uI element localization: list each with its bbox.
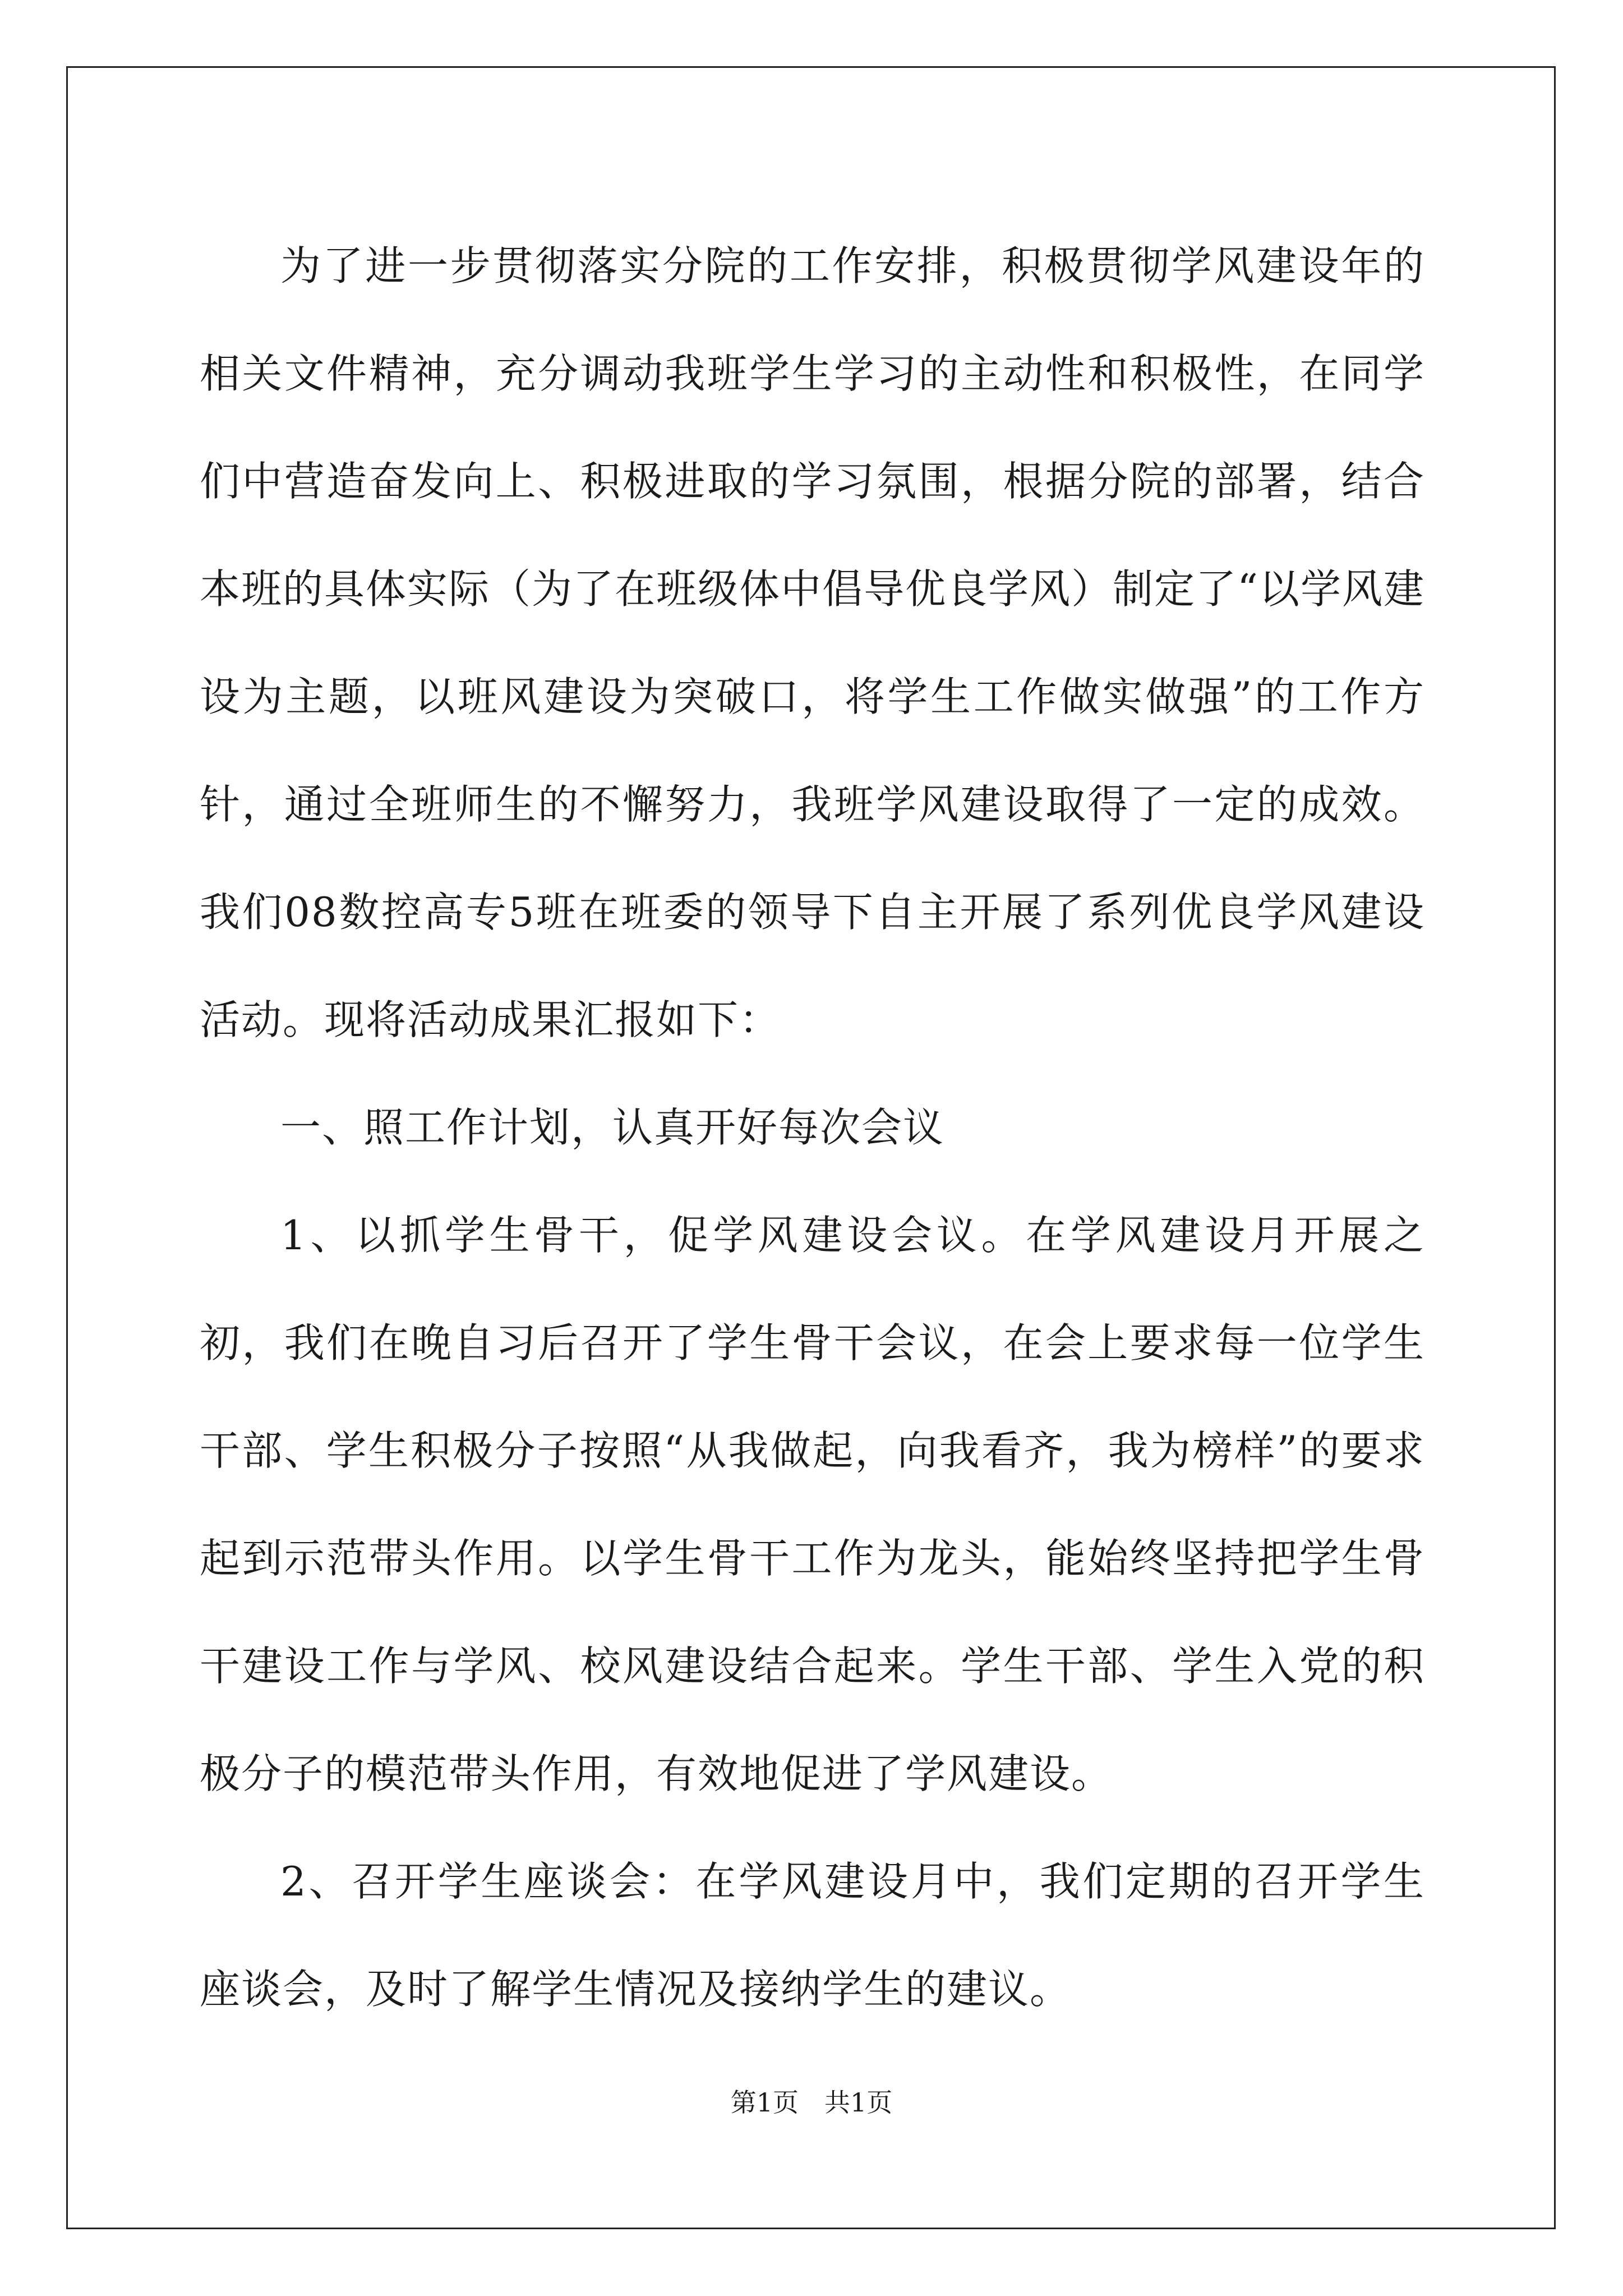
paragraph-item-1: 1、以抓学生骨干，促学风建设会议。在学风建设月开展之初，我们在晚自习后召开了学生骨干会议，在会上要求每一位学生干部、学生积极分子按照“从我做起，向我看齐，我为榜样”的要求起到示范带头作用。以学生骨干工作为龙头，能始终坚持把学生骨干建设工作与学风、校风建设结合起来。学生干部、学生入党的积极分子的模范带头作用，有效地促进了学风建设。	[200, 1212, 1425, 1797]
paragraph-section-heading: 一、照工作计划，认真开好每次会议	[280, 1104, 945, 1151]
paragraph-intro: 为了进一步贯彻落实分院的工作安排，积极贯彻学风建设年的相关文件精神，充分调动我班学生学习的主动性和积极性，在同学们中营造奋发向上、积极进取的学习氛围，根据分院的部署，结合本班的具体实际（为了在班级体中倡导优良学风）制定了“以学风建设为主题，以班风建设为突破口，将学生工作做实做强”的工作方针，通过全班师生的不懈努力，我班学风建设取得了一定的成效。我们08数控高专5班在班委的领导下自主开展了系列优良学风建设活动。现将活动成果汇报如下：	[200, 242, 1425, 1043]
page-number-current: 第1页	[730, 2087, 799, 2118]
page-number-total: 共1页	[824, 2087, 893, 2118]
page-footer	[0, 2086, 1623, 2119]
document-body	[200, 212, 1425, 2043]
paragraph-item-2: 2、召开学生座谈会：在学风建设月中，我们定期的召开学生座谈会，及时了解学生情况及接纳学生的建议。	[200, 1858, 1425, 2013]
